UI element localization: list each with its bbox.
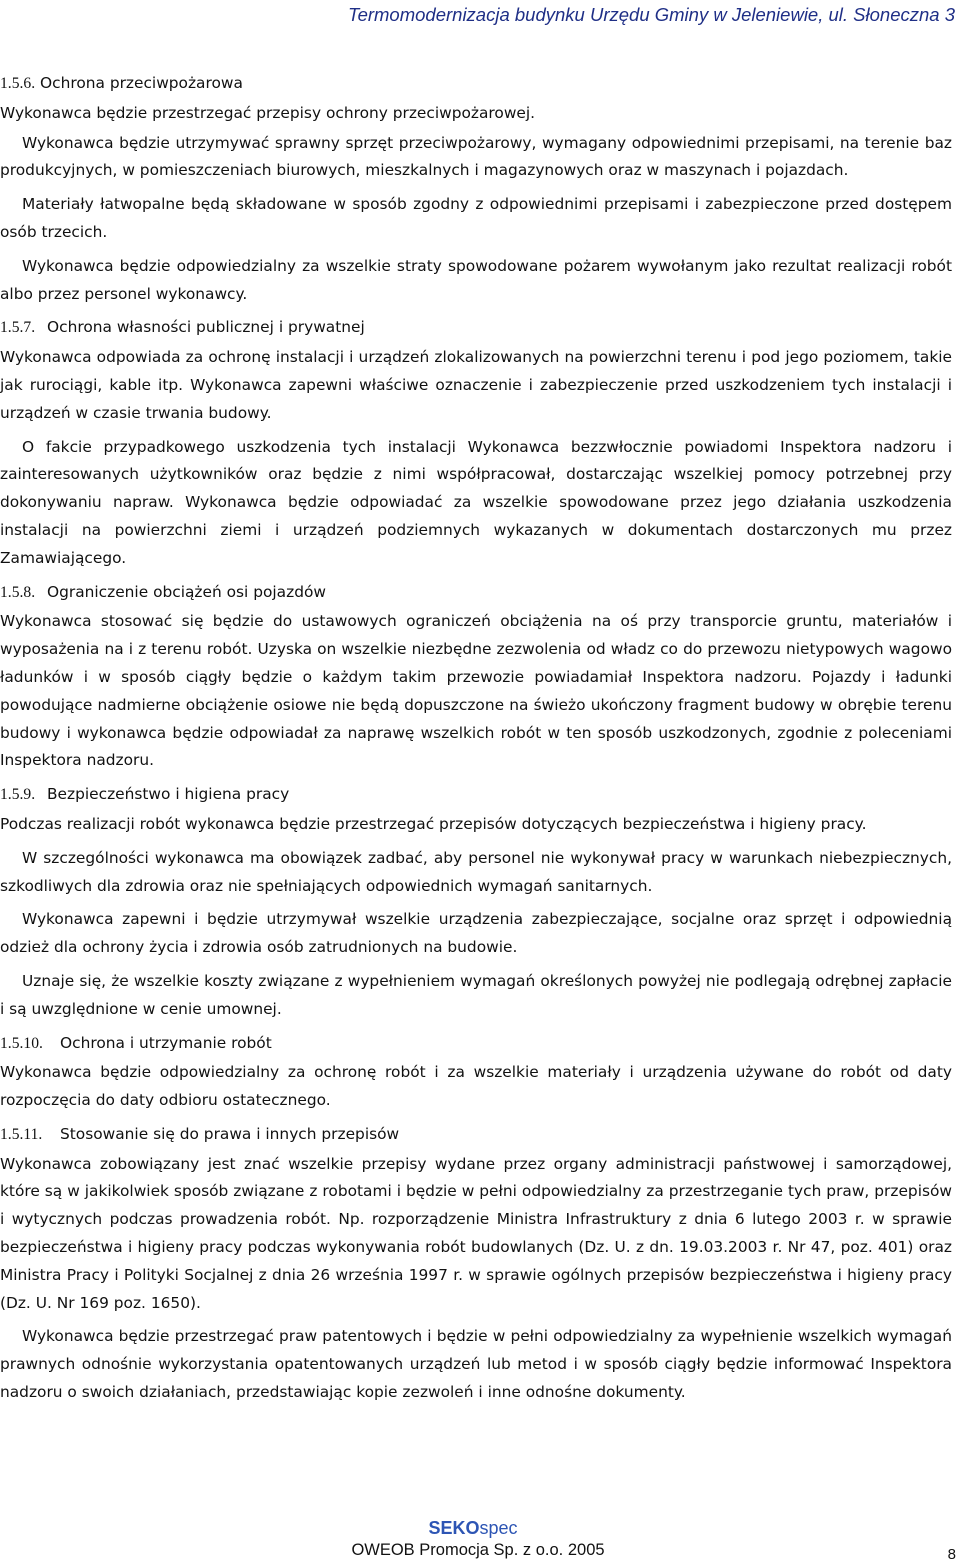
section-title: Ograniczenie obciążeń osi pojazdów [47,582,326,601]
paragraph: Wykonawca zobowiązany jest znać wszelkie przepisy wydane przez organy administracji państwowej i samorządowej, które są w jakikolwiek sposób związane z robotami i będzie w pełni odpowiedzialny za przestrzeganie tych praw, przepisów i wytycznych podczas prowadzenia robót. Np. rozporządzenie Ministra Infrastruktury z dnia 6 lutego 2003 r. w sprawie bezpieczeństwa i higieny pracy podczas wykonywania robót budowlanych (Dz. U. z dn. 19.03.2003 r. Nr 47, poz. 401) oraz Ministra Pracy i Polityki Socjalnej z dnia 26 września 1997 r. w sprawie ogólnych przepisów bezpieczeństwa i higieny pracy (Dz. U. Nr 169 poz. 1650). [0,1154,952,1312]
section-title: Ochrona i utrzymanie robót [60,1033,272,1052]
section-title: Ochrona przeciwpożarowa [40,74,243,92]
section-heading-occupational-safety [0,781,952,809]
section-heading-fire-protection [0,70,952,98]
paragraph: Wykonawca będzie utrzymywać sprawny sprzęt przeciwpożarowy, wymagany odpowiednimi przepisami, na terenie baz produkcyjnych, w pomieszczeniach biurowych, mieszkalnych i magazynowych oraz w maszynach i pojazdach. [0,133,952,180]
document-body [0,70,952,1413]
footer-logo-bold: SEKO [428,1518,480,1538]
paragraph: O fakcie przypadkowego uszkodzenia tych instalacji Wykonawca bezzwłocznie powiadomi Inspektora nadzoru i zainteresowanych użytkowników oraz będzie z nimi współpracował, dostarczając wszelkiej pomocy potrzebnej przy dokonywaniu napraw. Wykonawca będzie odpowiadać za wszelkie spowodowane przez jego działania uszkodzenia instalacji na powierzchni ziemi i urządzeń podziemnych wykazanych w dokumentach dostarczonych mu przez Zamawiającego. [0,437,952,567]
section-heading-property-protection [0,314,952,342]
section-number: 1.5.9. [0,786,36,804]
paragraph: Wykonawca odpowiada za ochronę instalacji i urządzeń zlokalizowanych na powierzchni terenu i pod jego poziomem, takie jak rurociągi, kable itp. Wykonawca zapewni właściwe oznaczenie i zabezpieczenie przed uszkodzeniem tych instalacji i urządzeń w czasie trwania budowy. [0,348,952,422]
page-number: 8 [947,1546,956,1563]
footer-company: OWEOB Promocja Sp. z o.o. 2005 [351,1541,605,1559]
paragraph: Wykonawca będzie przestrzegać przepisy ochrony przeciwpożarowej. [0,103,536,122]
page-header-title: Termomodernizacja budynku Urzędu Gminy w Jeleniewie, ul. Słoneczna 3 [347,4,955,25]
paragraph: Materiały łatwopalne będą składowane w sposób zgodny z odpowiednimi przepisami i zabezpieczone przed dostępem osób trzecich. [0,195,952,241]
footer-logo [0,1518,946,1539]
footer-logo-light: spec [479,1518,518,1538]
section-title: Stosowanie się do prawa i innych przepisów [60,1124,400,1143]
section-title: Bezpieczeństwo i higiena pracy [47,785,290,804]
paragraph: Wykonawca zapewni i będzie utrzymywał wszelkie urządzenia zabezpieczające, socjalne oraz sprzęt i odpowiednią odzież dla ochrony życia i zdrowia osób zatrudnionych na budowie. [0,910,952,957]
section-number: 1.5.10. [0,1034,43,1052]
section-number: 1.5.6. [0,75,36,92]
paragraph: Uznaje się, że wszelkie koszty związane z wypełnieniem wymagań określonych powyżej nie podlegają odrębnej zapłacie i są uwzględnione w cenie umownej. [0,971,952,1018]
paragraph: W szczególności wykonawca ma obowiązek zadbać, aby personel nie wykonywał pracy w warunkach niebezpiecznych, szkodliwych dla zdrowia oraz nie spełniających odpowiednich wymagań sanitarnych. [0,848,952,895]
section-number: 1.5.8. [0,583,36,601]
section-heading-axle-load-limits [0,579,952,607]
paragraph: Wykonawca będzie odpowiedzialny za wszelkie straty spowodowane pożarem wywołanym jako rezultat realizacji robót albo przez personel wykonawcy. [0,256,952,303]
section-heading-legal-compliance [0,1121,952,1149]
section-title: Ochrona własności publicznej i prywatnej [47,318,365,337]
paragraph: Wykonawca będzie przestrzegać praw patentowych i będzie w pełni odpowiedzialny za wypełnienie wszelkich wymagań prawnych odnośnie wykorzystania opatentowanych urządzeń lub metod i w sposób ciągły będzie informować Inspektora nadzoru o swoich działaniach, przedstawiając kopie zezwoleń i inne odnośne dokumenty. [0,1327,952,1402]
paragraph: Podczas realizacji robót wykonawca będzie przestrzegać przepisów dotyczących bezpieczeństwa i higieny pracy. [0,814,867,833]
paragraph: Wykonawca będzie odpowiedzialny za ochronę robót i za wszelkie materiały i urządzenia używane do robót od daty rozpoczęcia do daty odbioru ostatecznego. [0,1063,952,1110]
section-number: 1.5.11. [0,1125,43,1143]
section-heading-works-protection [0,1030,952,1058]
section-number: 1.5.7. [0,319,36,337]
paragraph: Wykonawca stosować się będzie do ustawowych ograniczeń obciążenia na oś przy transporcie gruntu, materiałów i wyposażenia na i z terenu robót. Uzyska on wszelkie niezbędne zezwolenia od władz co do przewozu nietypowych wagowo ładunków i w sposób ciągły będzie o każdym takim przewozie powiadamiał Inspektora nadzoru. Pojazdy i ładunki powodujące nadmierne obciążenie osiowe nie będą dopuszczone na świeżo ukończony fragment budowy w obrębie terenu budowy i wykonawca będzie odpowiadał za naprawę wszelkich robót w ten sposób uszkodzonych, zgodnie z poleceniami Inspektora nadzoru. [0,612,952,770]
